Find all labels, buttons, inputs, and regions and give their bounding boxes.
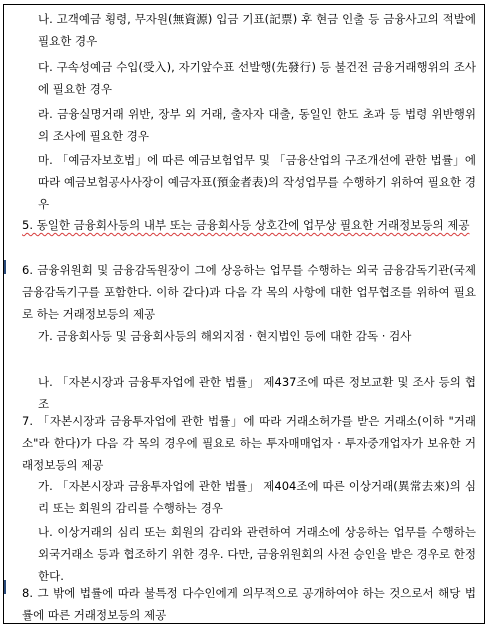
clause-item: 마. 「예금자보호법」에 따른 예금보험업무 및 「금융산업의 구조개선에 관한 법률」에 따라 예금보험공사사장이 예금자표(預金者表)의 작성업무를 수행하기 위하여 필요한 경우 (38, 153, 476, 211)
clause-item: 나. 「자본시장과 금융투자업에 관한 법률」 제437조에 따른 정보교환 및 조사 등의 협조 (38, 375, 476, 411)
clause-item: 나. 고객예금 횡령, 무자원(無資源) 입금 기표(記票) 후 현금 인출 등 금융사고의 적발에 필요한 경우 (38, 12, 476, 48)
clause-item: 나. 이상거래의 심리 또는 회원의 감리와 관련하여 거래소에 상응하는 업무를 수행하는 외국거래소 등과 협조하기 위한 경우. 다만, 금융위원회의 사전 승인을 받은 경우로 한정한다. (38, 525, 476, 583)
document-page (3, 4, 485, 624)
numbered-item: 8. 그 밖에 법률에 따라 불특정 다수인에게 의무적으로 공개하여야 하는 것으로서 해당 법률에 따른 거래정보등의 제공 (22, 586, 476, 622)
clause-item: 다. 구속성예금 수입(受入), 자기앞수표 선발행(先發行) 등 불건전 금융거래행위의 조사에 필요한 경우 (38, 60, 476, 96)
margin-marker (4, 260, 6, 274)
clause-item: 가. 「자본시장과 금융투자업에 관한 법률」 제404조에 따른 이상거래(異常去來)의 심리 또는 회원의 감리를 수행하는 경우 (38, 479, 476, 515)
clause-item: 가. 금융회사등 및 금융회사등의 해외지점 · 현지법인 등에 대한 감독 · 검사 (38, 329, 412, 343)
margin-marker (4, 580, 6, 594)
numbered-item: 7. 「자본시장과 금융투자업에 관한 법률」에 따라 거래소허가를 받은 거래소(이하 "거래소"라 한다)가 다음 각 목의 경우에 필요로 하는 투자매매업자 · 투자중개업자가 보유한 거래정보등의 제공 (22, 414, 476, 472)
clause-item: 라. 금융실명거래 위반, 장부 외 거래, 출자자 대출, 동일인 한도 초과 등 법령 위반행위의 조사에 필요한 경우 (38, 107, 476, 143)
numbered-item: 5. 동일한 금융회사등의 내부 또는 금융회사등 상호간에 업무상 필요한 거래정보등의 제공 (22, 218, 470, 232)
numbered-item: 6. 금융위원회 및 금융감독원장이 그에 상응하는 업무를 수행하는 외국 금융감독기관(국제금융감독기구를 포함한다. 이하 같다)과 다음 각 목의 사항에 대한 업무협조를 위하여 필요로 하는 거래정보등의 제공 (22, 263, 476, 321)
